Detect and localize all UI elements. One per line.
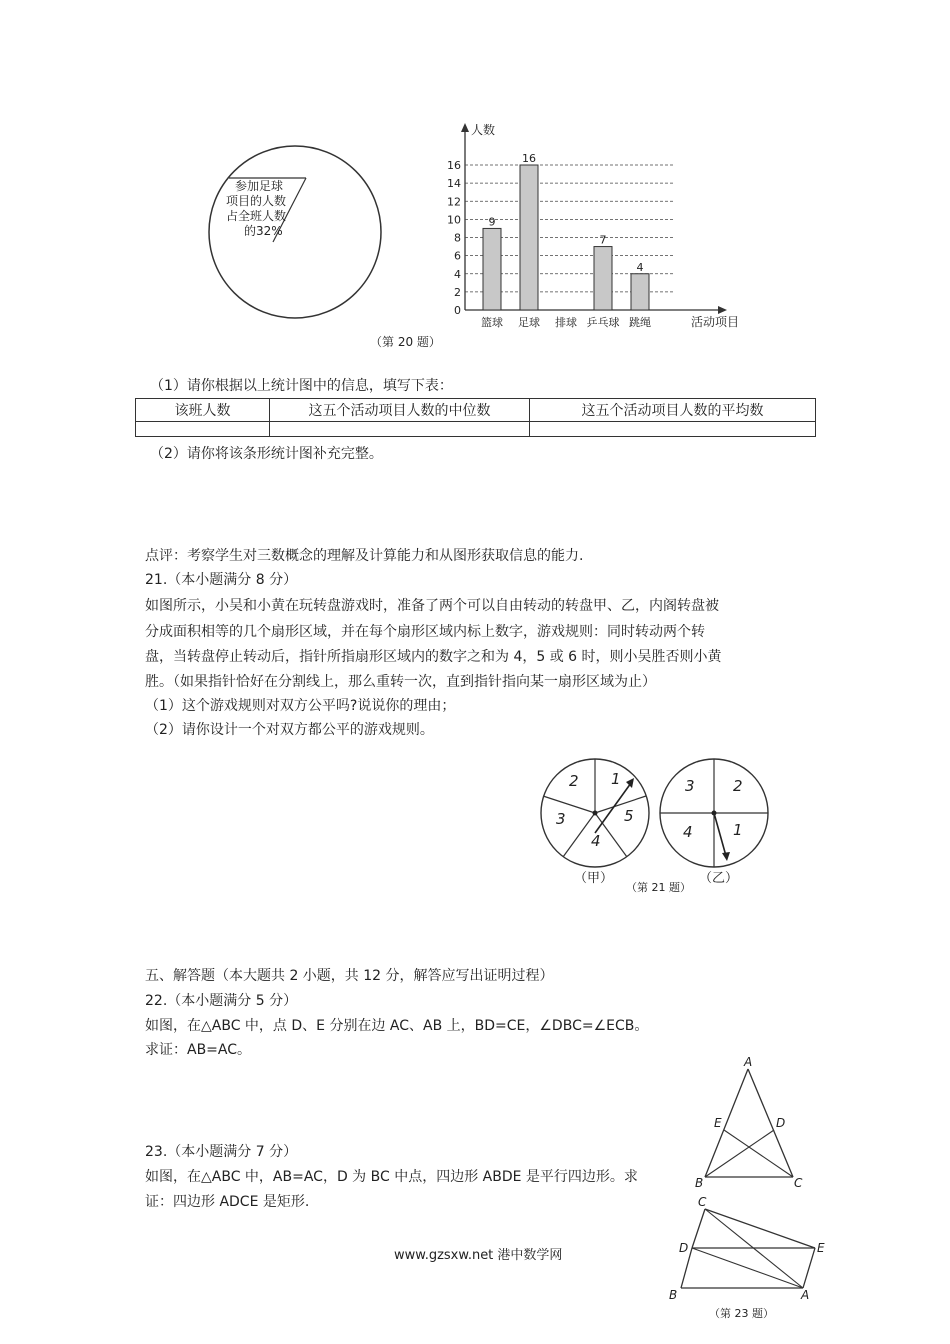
q22-side-ab bbox=[705, 1069, 748, 1177]
spinner-a-number-3: 3 bbox=[556, 810, 566, 828]
q22-line-2: 求证：AB=AC。 bbox=[145, 1042, 252, 1058]
spinner-a bbox=[538, 758, 658, 888]
q23-point-e: E bbox=[817, 1241, 825, 1255]
spinner-b-center bbox=[712, 811, 717, 816]
q21-line-6: （2）请你设计一个对双方都公平的游戏规则。 bbox=[145, 722, 434, 738]
category-label-2: 排球 bbox=[555, 316, 577, 329]
y-tick-label-14: 14 bbox=[447, 177, 461, 191]
y-axis-label: 人数 bbox=[471, 123, 496, 137]
pie-label-line-4: 的32% bbox=[244, 224, 283, 238]
spinner-a-number-5: 5 bbox=[624, 807, 634, 825]
spinner-b-number-2: 2 bbox=[733, 777, 743, 795]
q23-segment-da bbox=[692, 1248, 803, 1288]
spinner-a-divider-5 bbox=[543, 796, 595, 813]
category-label-1: 足球 bbox=[518, 316, 540, 329]
q22-side-ac bbox=[748, 1069, 793, 1177]
fig20-caption: （第 20 题） bbox=[370, 335, 441, 349]
y-tick-label-16: 16 bbox=[447, 159, 461, 172]
y-tick-label-10: 10 bbox=[447, 213, 461, 227]
q20-part1: （1）请你根据以上统计图中的信息，填写下表： bbox=[150, 378, 453, 394]
spinner-a-number-2: 2 bbox=[569, 772, 579, 790]
comment: 点评：考察学生对三数概念的理解及计算能力和从图形获取信息的能力. bbox=[145, 548, 584, 564]
header-median: 这五个活动项目人数的中位数 bbox=[270, 399, 530, 422]
q21-line-3: 盘，当转盘停止转动后，指针所指扇形区域内的数字之和为 4，5 或 6 时，则小吴胜否则小黄 bbox=[145, 649, 722, 665]
q22-point-c: C bbox=[794, 1176, 803, 1190]
x-axis-arrow bbox=[718, 306, 727, 314]
fig21-caption: （第 21 题） bbox=[626, 881, 691, 894]
q22-triangle-figure bbox=[690, 1055, 810, 1190]
fig23-caption: （第 23 题） bbox=[709, 1307, 774, 1320]
bar-1 bbox=[520, 165, 538, 310]
bar-chart bbox=[435, 120, 755, 332]
q23-line-1: 如图，在△ABC 中，AB=AC，D 为 BC 中点，四边形 ABDE 是平行四边形。求 bbox=[145, 1169, 638, 1185]
q22-segment-bd bbox=[705, 1130, 774, 1177]
table-answer-row bbox=[136, 422, 816, 437]
pie-circle bbox=[209, 146, 381, 318]
y-tick-label-2: 2 bbox=[454, 285, 461, 299]
spinner-b-number-4: 4 bbox=[683, 823, 693, 841]
q23-line-2: 证：四边形 ADCE 是矩形. bbox=[145, 1194, 310, 1210]
q22-line-1: 如图，在△ABC 中，点 D、E 分别在边 AC、AB 上，BD=CE，∠DBC=∠ECB。 bbox=[145, 1018, 649, 1034]
bar-3 bbox=[594, 247, 612, 310]
q23-point-b: B bbox=[669, 1288, 678, 1302]
q23-point-a: A bbox=[801, 1288, 810, 1302]
q20-part2: （2）请你将该条形统计图补充完整。 bbox=[150, 446, 383, 462]
q23-point-c: C bbox=[698, 1195, 707, 1209]
y-tick-label-4: 4 bbox=[454, 267, 461, 281]
header-class-count: 该班人数 bbox=[136, 399, 270, 422]
footer: www.gzsxw.net 港中数学网 bbox=[394, 1248, 563, 1263]
category-label-3: 乒乓球 bbox=[586, 316, 620, 329]
spinner-b-label: （乙） bbox=[699, 871, 739, 886]
pie-label-line-2: 项目的人数 bbox=[226, 194, 287, 208]
spinner-b-number-1: 1 bbox=[733, 821, 743, 839]
section5-heading: 五、解答题（本大题共 2 小题，共 12 分，解答应写出证明过程） bbox=[145, 968, 554, 984]
answer-cell-mean[interactable] bbox=[530, 422, 816, 437]
spinner-a-center bbox=[593, 811, 598, 816]
spinner-a-number-1: 1 bbox=[611, 770, 621, 788]
q21-line-5: （1）这个游戏规则对双方公平吗?说说你的理由； bbox=[145, 698, 456, 714]
answer-cell-median[interactable] bbox=[270, 422, 530, 437]
bar-value-label-0: 9 bbox=[488, 215, 496, 229]
category-label-0: 篮球 bbox=[481, 316, 503, 329]
q22-point-e: E bbox=[714, 1116, 722, 1130]
q21-title: 21.（本小题满分 8 分） bbox=[145, 572, 298, 588]
q22-point-d: D bbox=[776, 1116, 786, 1130]
spinner-a-pointer-head bbox=[626, 778, 634, 788]
y-axis-arrow bbox=[461, 123, 469, 132]
y-tick-label-6: 6 bbox=[454, 249, 461, 263]
y-tick-label-0: 0 bbox=[454, 304, 461, 317]
q23-parallelogram-figure bbox=[665, 1195, 840, 1323]
q23-side-ae bbox=[803, 1248, 815, 1288]
q23-point-d: D bbox=[679, 1241, 689, 1255]
q22-point-a: A bbox=[744, 1055, 753, 1069]
q21-line-1: 如图所示，小吴和小黄在玩转盘游戏时，准备了两个可以自由转动的转盘甲、乙，内阁转盘被 bbox=[145, 598, 719, 614]
q21-line-4: 胜。（如果指针恰好在分割线上，那么重转一次，直到指针指向某一扇形区域为止） bbox=[145, 674, 656, 690]
spinner-a-number-4: 4 bbox=[591, 832, 601, 850]
y-tick-label-8: 8 bbox=[454, 231, 461, 245]
bar-4 bbox=[631, 274, 649, 310]
category-label-4: 跳绳 bbox=[629, 316, 651, 329]
bar-value-label-1: 16 bbox=[522, 152, 536, 165]
x-axis-label: 活动项目 bbox=[691, 315, 740, 329]
y-tick-label-12: 12 bbox=[447, 195, 461, 209]
spinner-b-number-3: 3 bbox=[685, 777, 695, 795]
answer-table bbox=[135, 398, 816, 437]
table-header-row bbox=[136, 399, 816, 422]
q23-side-ec bbox=[705, 1209, 815, 1248]
q22-point-b: B bbox=[695, 1176, 704, 1190]
pie-label-line-3: 占全班人数 bbox=[226, 209, 287, 223]
bar-0 bbox=[483, 228, 501, 310]
q22-title: 22.（本小题满分 5 分） bbox=[145, 993, 298, 1009]
answer-cell-class-count[interactable] bbox=[136, 422, 270, 437]
spinner-b-pointer bbox=[714, 813, 726, 856]
spinner-b-pointer-head bbox=[722, 852, 730, 861]
q23-title: 23.（本小题满分 7 分） bbox=[145, 1144, 298, 1160]
spinner-b bbox=[655, 758, 775, 888]
bar-value-label-3: 7 bbox=[599, 233, 607, 247]
header-mean: 这五个活动项目人数的平均数 bbox=[530, 399, 816, 422]
bar-value-label-4: 4 bbox=[636, 260, 644, 274]
q23-side-cd bbox=[692, 1209, 705, 1248]
pie-label-line-1: 参加足球 bbox=[235, 179, 284, 193]
q21-line-2: 分成面积相等的几个扇形区域，并在每个扇形区域内标上数字，游戏规则：同时转动两个转 bbox=[145, 624, 705, 640]
spinner-a-label: （甲） bbox=[574, 871, 614, 886]
pie-chart bbox=[200, 140, 390, 325]
